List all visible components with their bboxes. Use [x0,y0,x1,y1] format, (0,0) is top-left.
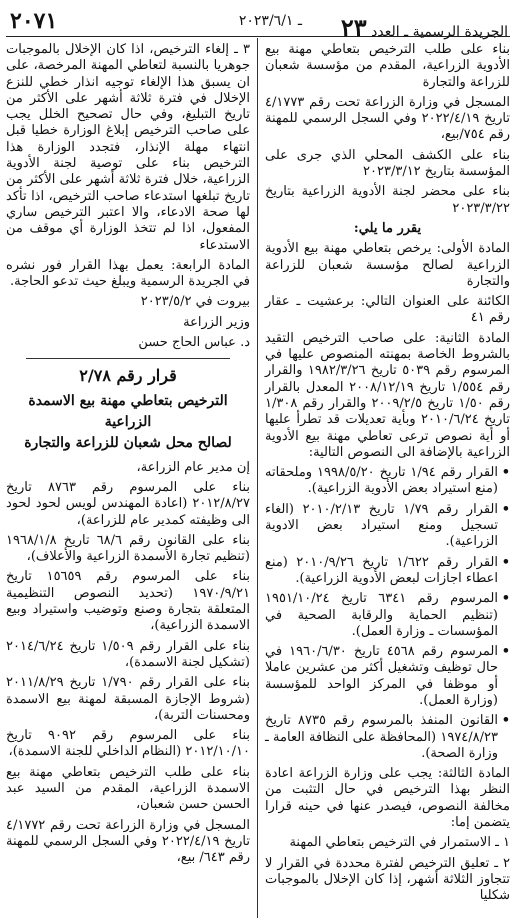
column-divider [257,38,258,918]
decision-number: قرار رقم ٢/٧٨ [79,366,177,386]
bullet-item: • القانون المنفذ بالمرسوم رقم ٨٧٣٥ تاريخ ١٩٧٤/٨/٢٣ (المحافظة على النظافة العامة ـ وزارة الصحة). [265,713,510,762]
basis-paragraph: بناء على المرسوم رقم ١٥٦٥٩ تاريخ ١٩٧٠/٩/٢١ (تحديد النصوص التنظيمية المتعلقة بتجارة وصنع وتوضيب واستيراد وبيع الاسمدة الزراعية)، [6,569,250,634]
basis-paragraph: بناء على القانون رقم ٦٨/٦ تاريخ ١٩٦٨/١/٨ (تنظيم تجارة الأسمدة الزراعية والأعلاف)، [6,532,250,565]
bullet-item: • المرسوم رقم ٤٥٦٨ تاريخ ١٩٦٠/٦/٣٠ في حال توظيف وتشغيل أكثر من عشرين عاملا أو موظفا في المركز الواحد للمؤسسة (وزارة العمل). [265,644,510,709]
registration-paragraph: المسجل في وزارة الزراعة تحت رقم ٤/١٧٧٣ تاريخ ٢٠٢٢/٤/١٩ وفي السجل الرسمي للمهنة رقم ٧٥٤/بيع، [265,94,510,143]
article-3-item-1: ١ ـ الاستمرار في الترخيص بتعاطي المهنة [289,835,510,851]
left-column [6,42,250,870]
basis-paragraph: المسجل في وزارة الزراعة تحت رقم ٤/١٧٧٢ تاريخ ٢٠٢٢/٤/١٩ وفي السجل الرسمي للمهنة رقم ٦٤٣/ بيع، [6,817,251,866]
basis-paragraph: بناء على القرار رقم ١/٥٠٩ تاريخ ٢٠١٤/٦/٢٤ (تشكيل لجنة الاسمدة)، [6,638,250,670]
signature-name: د. عباس الحاج حسن [138,335,250,351]
basis-paragraph: بناء على طلب الترخيص بتعاطي مهنة بيع الاسمدة الزراعية، المقدم من السيد عبد الحسن حسن شعبان، [6,764,250,813]
bullet-item: • القرار رقم ١/٦٢٢ تاريخ ٢٠١٠/٩/٢٦ (منع اعطاء اجازات لبعض الأدوية الزراعية). [265,555,510,588]
gazette-title: الجريدة الرسمية ـ العدد ٢٣ [340,13,508,42]
basis-paragraph: بناء على المرسوم رقم ٨٧٦٣ تاريخ ٢٠١٢/٨/٢٧ (اعادة المهندس لويس لحود لحود الى وظيفته كمدير عام للزراعة)، [6,479,251,528]
article-3-item-2: ٢ ـ تعليق الترخيص لفترة محددة في القرار لا تتجاوز الثلاثة أشهر، إذا كان الإخلال بالموجبات شكليا [265,855,510,904]
decision-title [6,391,250,454]
issuer-line: إن مدير عام الزراعة، [136,459,250,475]
inspection-paragraph: بناء على الكشف المحلي الذي جرى على المؤسسة بتاريخ ٢٠٢٣/٣/١٢ [265,147,510,180]
article-3-item-3: ٣ ـ إلغاء الترخيص، اذا كان الإخلال بالموجبات جوهريا بالنسبة لتعاطي المهنة المرخصة، على ان يسبق هذا الإلغاء توجيه انذار خطي للنزع الإخلال في فترة ثلاثة أشهر على الأكثر من تاريخ التبليغ، وفي حال تصحيح الخلل يجب على صاحب الترخيص إبلاغ الوزارة خطيا قبل انتهاء مهلة الإنذار، فتجدد الوزارة هذا الترخيص بناء على توصية لجنة الأدوية الزراعية، خلال فترة ثلاثة أشهر على الأكثر من تاريخ تبلغها استدعاء صاحب الترخيص، اذا تأكد لها صحة الادعاء، والا اعتبر الترخيص ساري المفعول، اذا لم تتخذ الوزارة أي موقف من الاستدعاء [6,42,250,253]
issue-date: ـ ٢٠٢٣/٦/١ [238,13,302,29]
basis-paragraph: بناء على القرار رقم ١/٧٩٠ تاريخ ٢٠١١/٨/٢٩ (شروط الإجازة المسبقة لمهنة بيع الاسمدة ومحسنات التربة)، [6,675,250,723]
signature-title: وزير الزراعة [183,314,250,330]
request-paragraph: بناء على طلب الترخيص بتعاطي مهنة بيع الأدوية الزراعية، المقدم من مؤسسة شعبان للزراعة والتجارة [265,42,510,90]
issue-number: ٢٣ [340,13,367,42]
right-column [265,42,510,909]
article-2: المادة الثانية: على صاحب الترخيص التقيد بالشروط الخاصة بمهنته المنصوص عليها في المرسوم رقم ٥٠٣٩ تاريخ ١٩٨٢/٣/٢٦ والقرار رقم ١/٥٥٤ تاريخ ٢٠٠٨/١٢/١٩ المعدل بالقرار رقم ١/٥٠ تاريخ ٢٠٠٩/٢/٥ والقرار رقم ١/٣٠٨ تاريخ ٢٠١٠/٦/٢٤ وبأية تعديلات قد تطرأ عليها أو أية نصوص ترعى تعاطي مهنة بيع الأدوية الزراعية بالإضافة الى النصوص التالية: [265,330,511,460]
page-number: ٢٠٧١ [10,8,58,34]
article-1: المادة الأولى: يرخص بتعاطي مهنة بيع الأدوية الزراعية لصالح مؤسسة شعبان للزراعة والتجارة [265,241,510,289]
decides-heading: يقرر ما يلي: [353,220,422,236]
decision-title-line-1: الترخيص بتعاطي مهنة بيع الاسمدة الزراعية [28,392,228,430]
basis-paragraph: بناء على المرسوم رقم ٩٠٩٢ تاريخ ٢٠١٢/١٠/١٠ (النظام الداخلي للجنة الاسمدة)، [6,728,251,760]
page-header [6,6,510,42]
article-3: المادة الثالثة: يجب على وزارة الزراعة اعادة النظر بهذا الترخيص في حال التثبت من مخالفة النصوص، فيصدر عنها في حينه قرارا يتضمن إما: [265,766,510,831]
section-separator [26,358,230,359]
bullet-item: • القرار رقم ١/٩٤ تاريخ ١٩٩٨/٥/٢٠ وملحقاته (منع استيراد بعض الأدوية الزراعية). [265,465,510,498]
article-4: المادة الرابعة: يعمل بهذا القرار فور نشره في الجريدة الرسمية ويبلغ حيث تدعو الحاجة. [6,257,250,290]
bullet-item: • القرار رقم ١/٧٩ تاريخ ٢٠١٠/٢/١٣ (الغاء تسجيل ومنع استيراد بعض الادوية الزراعية). [265,502,510,551]
committee-paragraph: بناء على محضر لجنة الأدوية الزراعية بتاريخ ٢٠٢٣/٣/٢٢ [265,184,510,216]
signature-place-date: بيروت في ٢٠٢٣/٥/٢ [140,294,250,310]
bullet-item: • المرسوم رقم ٦٣٤١ تاريخ ١٩٥١/١٠/٢٤ (تنظيم الحماية والرقابة الصحية في المؤسسات ـ وزارة العمل). [265,591,510,640]
decision-title-line-2: لصالح محل شعبان للزراعة والتجارة [24,434,232,451]
article-1-address: الكائنة على العنوان التالي: برعشيت ـ عقار رقم ٤١ [265,294,510,326]
